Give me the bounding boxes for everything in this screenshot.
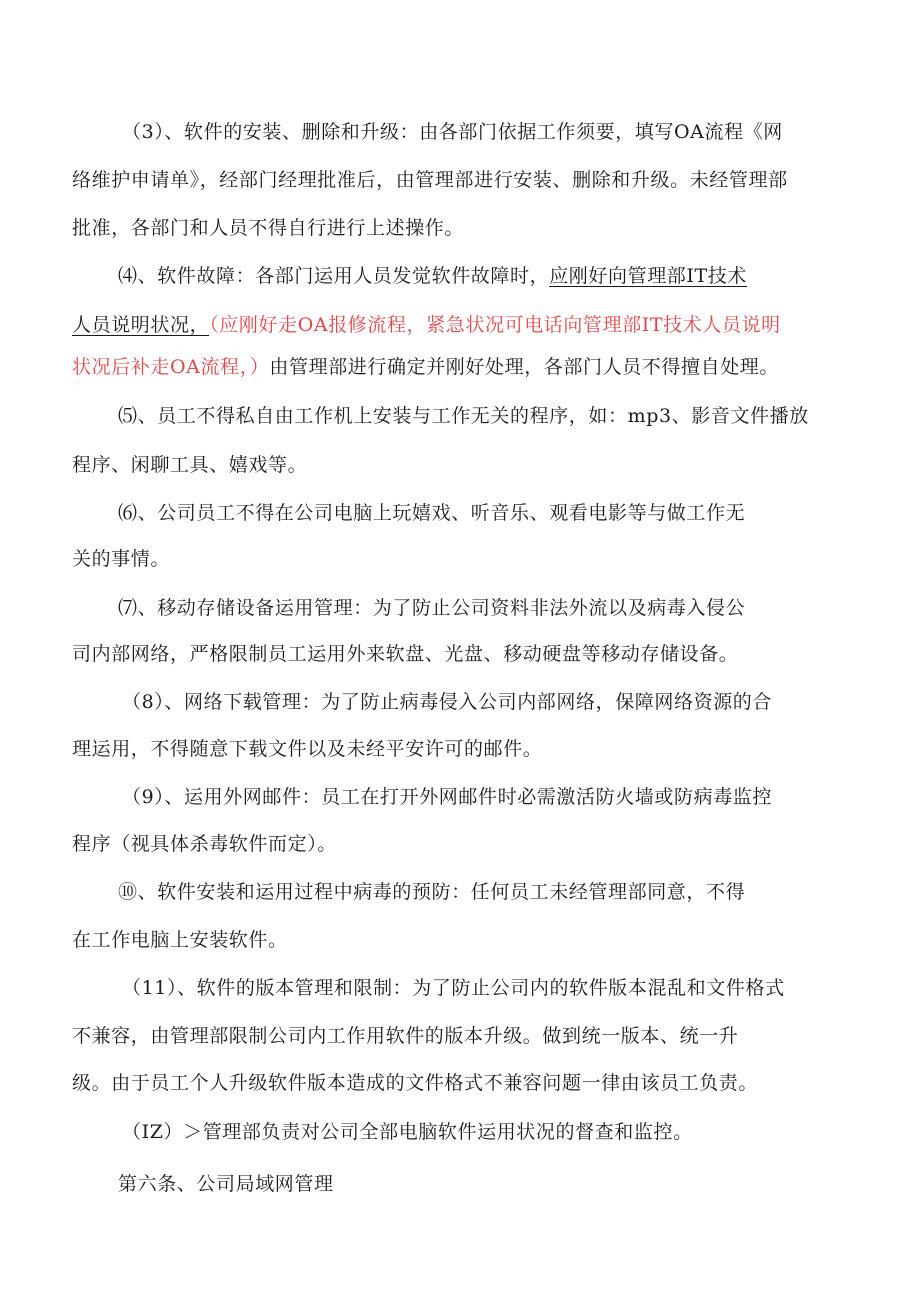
- para-9-line-2: 程序（视具体杀毒软件而定）。: [72, 833, 337, 855]
- para-7-line-2: 司内部网络，严格限制员工运用外来软盘、光盘、移动硬盘等移动存储设备。: [72, 643, 739, 665]
- para-8-line-2: 理运用，不得随意下载文件以及未经平安许可的邮件。: [72, 738, 543, 760]
- para-4-red-note: （应刚好走OA报修流程，紧急状况可电话向管理部IT技术人员说明: [209, 314, 781, 336]
- para-9-line-1: （9）、运用外网邮件：员工在打开外网邮件时必需激活防火墙或防病毒监控: [122, 786, 772, 808]
- para-11-line-1: （11）、软件的版本管理和限制：为了防止公司内的软件版本混乱和文件格式: [122, 977, 785, 999]
- para-4-line-2: [72, 313, 781, 337]
- para-4-underlined-text: 应刚好向管理部IT技术: [549, 265, 747, 287]
- para-10-line-1: ⑩、软件安装和运用过程中病毒的预防：任何员工未经管理部同意，不得: [118, 881, 746, 903]
- para-10-line-2: 在工作电脑上安装软件。: [72, 929, 288, 951]
- para-4-text-end: 由管理部进行确定并刚好处理，各部门人员不得擅自处理。: [269, 356, 780, 378]
- article-6-heading: 第六条、公司局域网管理: [118, 1173, 334, 1195]
- para-5-line-1: ⑸、员工不得私自由工作机上安装与工作无关的程序，如：mp3、影音文件播放: [118, 405, 809, 427]
- para-4-text: ⑷、软件故障：各部门运用人员发觉软件故障时，: [118, 265, 550, 287]
- para-8-line-1: （8）、网络下载管理：为了防止病毒侵入公司内部网络，保障网络资源的合: [122, 691, 772, 713]
- para-3-line-2: 络维护申请单》，经部门经理批准后，由管理部进行安装、删除和升级。未经管理部: [72, 169, 788, 191]
- para-7-line-1: ⑺、移动存储设备运用管理：为了防止公司资料非法外流以及病毒入侵公: [118, 597, 746, 619]
- para-11-line-3: 级。由于员工个人升级软件版本造成的文件格式不兼容问题一律由该员工负责。: [72, 1072, 759, 1094]
- para-3-line-1: （3）、软件的安装、删除和升级：由各部门依据工作须要，填写OA流程《网: [122, 121, 783, 143]
- para-4-line-1: [118, 264, 747, 288]
- para-5-line-2: 程序、闲聊工具、嬉戏等。: [72, 454, 308, 476]
- para-4-line-3: [72, 355, 779, 379]
- para-11-line-2: 不兼容，由管理部限制公司内工作用软件的版本升级。做到统一版本、统一升: [72, 1025, 739, 1047]
- para-4-underlined-text-2: 人员说明状况，: [72, 314, 210, 336]
- para-3-line-3: 批准，各部门和人员不得自行进行上述操作。: [72, 217, 465, 239]
- para-4-red-note-end: 状况后补走OA流程，）: [72, 356, 270, 378]
- para-12-line-1: （IZ）＞管理部负责对公司全部电脑软件运用状况的督查和监控。: [122, 1121, 693, 1143]
- para-6-line-1: ⑹、公司员工不得在公司电脑上玩嬉戏、听音乐、观看电影等与做工作无: [118, 502, 746, 524]
- para-6-line-2: 关的事情。: [72, 548, 171, 570]
